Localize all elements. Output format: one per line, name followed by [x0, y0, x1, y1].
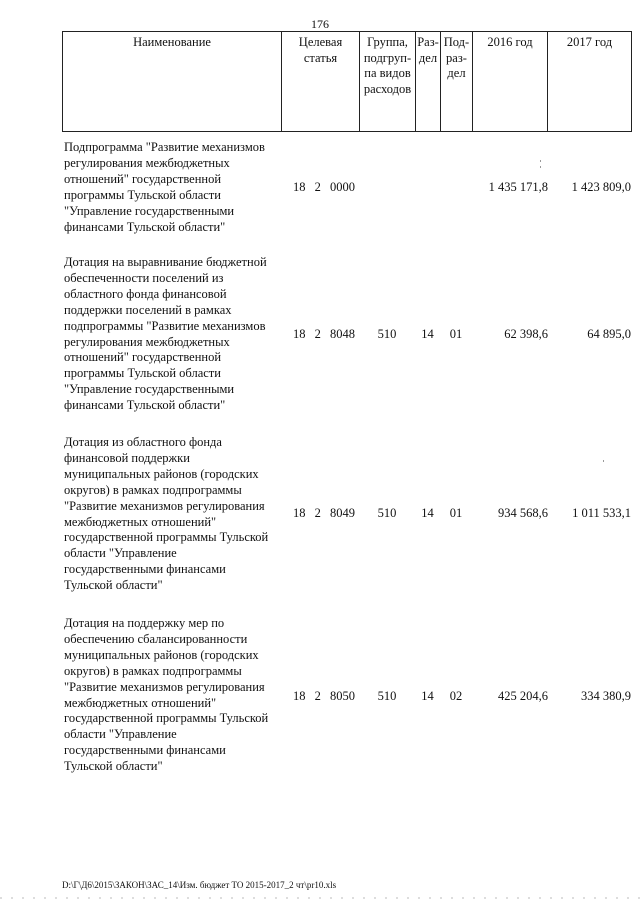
row-value-2016: 1 435 171,8: [488, 180, 548, 194]
row-value-2017: 1 011 533,1: [572, 506, 631, 520]
row-name: Дотация на выравнивание бюджетной обеспеченности поселений из областного фонда финансовой поддержки поселений в рамках подпрограммы "Развитие механизмов регулирования межбюджетных отношений" государственной программы Тульской области "Управление государственными финансами Тульской области": [64, 255, 267, 413]
row-group: 510: [377, 689, 397, 703]
row-value-2016: 425 204,6: [498, 689, 548, 703]
header-target-article: Целевая статья: [282, 32, 360, 132]
row-target-article: 18 2 8050: [293, 689, 355, 703]
header-section: Раз- дел: [416, 32, 441, 132]
row-value-2016: 934 568,6: [498, 506, 548, 520]
page-number: 176: [311, 17, 329, 31]
row-group: 510: [377, 506, 397, 520]
row-value-2017: 1 423 809,0: [571, 180, 631, 194]
row-value-2017: 64 895,0: [587, 327, 631, 341]
row-value-2016: 62 398,6: [504, 327, 548, 341]
scan-speck: [540, 166, 541, 168]
header-group: Группа, подгруп- па видов расходов: [360, 32, 416, 132]
row-section: 14: [421, 689, 434, 703]
row-subsection: 01: [449, 327, 463, 341]
file-path-footer: D:\Г\Д6\2015\ЗАКОН\ЗАС_14\Изм. бюджет ТО 2015-2017_2 чт\pr10.xls: [62, 880, 337, 890]
row-target-article: 18 2 0000: [293, 180, 355, 194]
row-section: 14: [421, 506, 434, 520]
row-target-article: 18 2 8048: [293, 327, 355, 341]
row-section: 14: [421, 327, 434, 341]
scan-noise: [0, 897, 640, 899]
scan-speck: [603, 460, 604, 462]
header-name: Наименование: [63, 32, 282, 132]
row-subsection: 01: [449, 506, 463, 520]
row-name: Дотация из областного фонда финансовой поддержки муниципальных районов (городских округов) в рамках подпрограммы "Развитие механизмов регулирования межбюджетных отношений" государственной программы Тульской области "Управление государственными финансами Тульской области": [64, 435, 269, 593]
scan-speck: [540, 160, 541, 162]
row-target-article: 18 2 8049: [293, 506, 355, 520]
header-year-2017: 2017 год: [548, 32, 632, 132]
row-subsection: 02: [449, 689, 463, 703]
row-group: 510: [377, 327, 397, 341]
row-name: Дотация на поддержку мер по обеспечению сбалансированности муниципальных районов (городских округов) в рамках подпрограммы "Развитие механизмов регулирования межбюджетных отношений" государственной программы Тульской области "Управление государственными финансами Тульской области": [64, 616, 269, 774]
table-header: [62, 31, 632, 132]
row-value-2017: 334 380,9: [581, 689, 631, 703]
header-year-2016: 2016 год: [473, 32, 548, 132]
row-name: Подпрограмма "Развитие механизмов регулирования межбюджетных отношений" государственной программы Тульской области "Управление государственными финансами Тульской области": [64, 140, 265, 234]
header-subsection: Под- раз- дел: [441, 32, 473, 132]
